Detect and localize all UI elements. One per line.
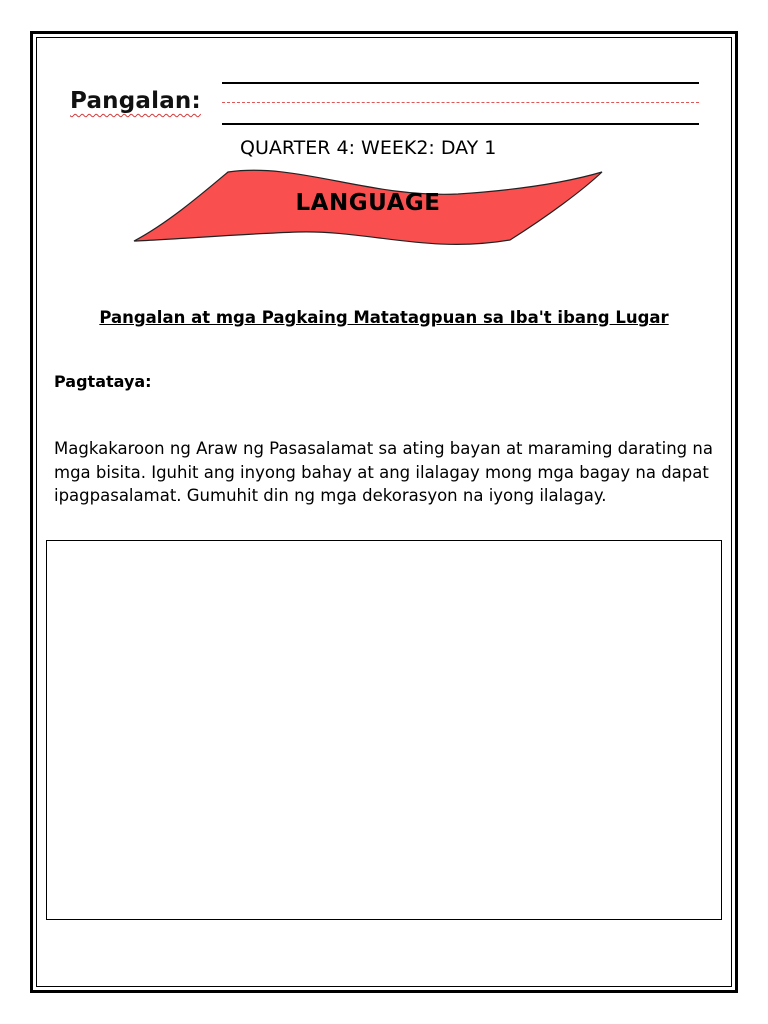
drawing-area-box[interactable]: [46, 540, 722, 920]
assessment-label: Pagtataya:: [54, 372, 152, 391]
name-line-top: [222, 82, 699, 84]
name-line-dashed-guide: [222, 102, 699, 103]
name-label: Pangalan:: [70, 88, 201, 114]
banner-label: LANGUAGE: [295, 190, 441, 216]
name-line-bottom: [222, 123, 699, 125]
assessment-instructions: Magkakaroon ng Araw ng Pasasalamat sa ating bayan at maraming darating na mga bisita. Iguhit ang inyong bahay at ang ilalagay mong mga bagay na dapat ipagpasalamat. Gumuhit din ng mga dekorasyon na iyong ilalagay.: [54, 439, 713, 505]
quarter-week-day: QUARTER 4: WEEK2: DAY 1: [240, 137, 497, 159]
topic-title: Pangalan at mga Pagkaing Matatagpuan sa Iba't ibang Lugar: [99, 308, 669, 327]
